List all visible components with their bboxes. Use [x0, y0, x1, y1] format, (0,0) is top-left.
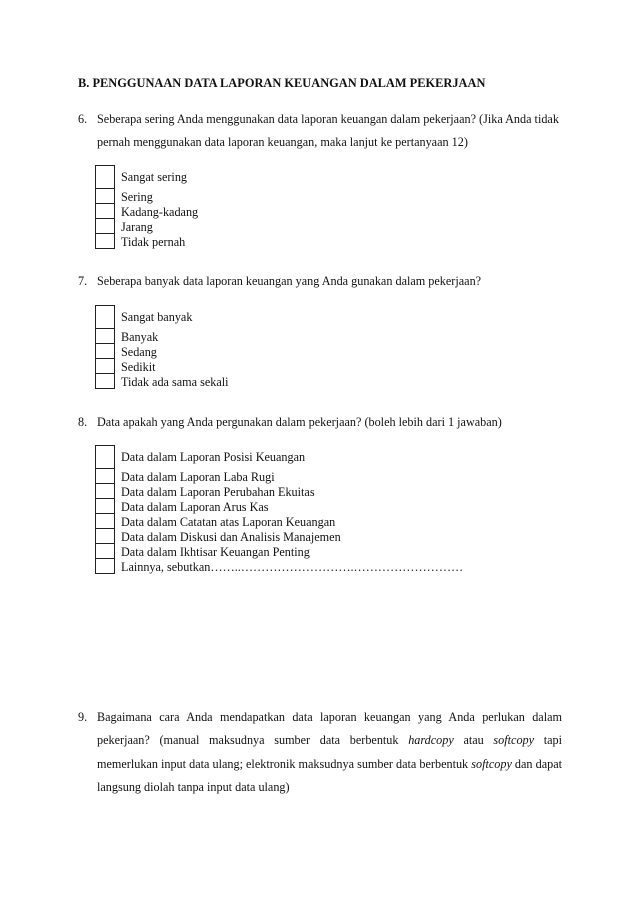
question-text-part: tapi memerlukan input data ulang; elektronik maksudnya sumber data berbentuk: [97, 733, 562, 771]
question-number: 8.: [78, 415, 88, 429]
checkbox[interactable]: [95, 469, 115, 484]
question-text-part: Bagaimana cara Anda mendapatkan data laporan keuangan yang Anda perlukan dalam pekerjaan? (manual maksudnya sumber data berbentuk: [97, 710, 562, 748]
checkbox[interactable]: [95, 359, 115, 374]
checkbox[interactable]: [95, 165, 115, 189]
option-label: Lainnya, sebutkan……..……………………….………………………: [121, 560, 464, 574]
question-text: Data apakah yang Anda pergunakan dalam pekerjaan? (boleh lebih dari 1 jawaban): [97, 415, 502, 429]
checkbox[interactable]: [95, 305, 115, 329]
section-title: B. PENGGUNAAN DATA LAPORAN KEUANGAN DALAM PEKERJAAN: [78, 76, 486, 90]
option-label: Banyak: [121, 330, 159, 344]
option-label: Sedang: [121, 345, 157, 359]
option-label: Data dalam Diskusi dan Analisis Manajemen: [121, 530, 341, 544]
option-label: Tidak ada sama sekali: [121, 375, 229, 389]
question-number: 9.: [78, 710, 88, 724]
checkbox[interactable]: [95, 559, 115, 574]
question-text: [97, 706, 562, 799]
option-label: Sangat banyak: [121, 310, 193, 324]
checkbox[interactable]: [95, 529, 115, 544]
question-text: Seberapa sering Anda menggunakan data laporan keuangan dalam pekerjaan? (Jika Anda tidak pernah menggunakan data laporan keuangan, maka lanjut ke pertanyaan 12): [97, 112, 559, 149]
question-number: 6.: [78, 112, 88, 126]
question-text-italic: softcopy: [471, 756, 512, 771]
option-label: Kadang-kadang: [121, 205, 199, 219]
option-label: Tidak pernah: [121, 235, 186, 249]
question-text-italic: softcopy: [493, 733, 535, 748]
checkbox[interactable]: [95, 344, 115, 359]
checkbox[interactable]: [95, 219, 115, 234]
checkbox[interactable]: [95, 484, 115, 499]
checkbox[interactable]: [95, 329, 115, 344]
question-text-italic: hardcopy: [408, 733, 454, 748]
question-text-part: atau: [453, 733, 494, 748]
checkbox[interactable]: [95, 445, 115, 469]
checkbox[interactable]: [95, 204, 115, 219]
option-label: Jarang: [121, 220, 153, 234]
checkbox[interactable]: [95, 499, 115, 514]
checkbox[interactable]: [95, 189, 115, 204]
option-label: Sangat sering: [121, 170, 188, 184]
option-label: Data dalam Laporan Perubahan Ekuitas: [121, 485, 315, 499]
option-label: Data dalam Laporan Posisi Keuangan: [121, 450, 306, 464]
checkbox[interactable]: [95, 234, 115, 249]
question-6: [78, 108, 562, 154]
option-label: Data dalam Laporan Arus Kas: [121, 500, 269, 514]
question-7: [78, 270, 562, 293]
question-text-part: dan dapat langsung diolah tanpa input data ulang): [97, 756, 562, 794]
option-label: Data dalam Catatan atas Laporan Keuangan: [121, 515, 336, 529]
option-label: Data dalam Ikhtisar Keuangan Penting: [121, 545, 310, 559]
question-8: [78, 411, 562, 434]
option-label: Sedikit: [121, 360, 156, 374]
question-number: 7.: [78, 274, 88, 288]
option-label: Data dalam Laporan Laba Rugi: [121, 470, 275, 484]
option-label: Sering: [121, 190, 153, 204]
checkbox[interactable]: [95, 544, 115, 559]
question-9: [78, 706, 562, 799]
checkbox[interactable]: [95, 374, 115, 389]
question-text: Seberapa banyak data laporan keuangan yang Anda gunakan dalam pekerjaan?: [97, 274, 482, 288]
checkbox[interactable]: [95, 514, 115, 529]
